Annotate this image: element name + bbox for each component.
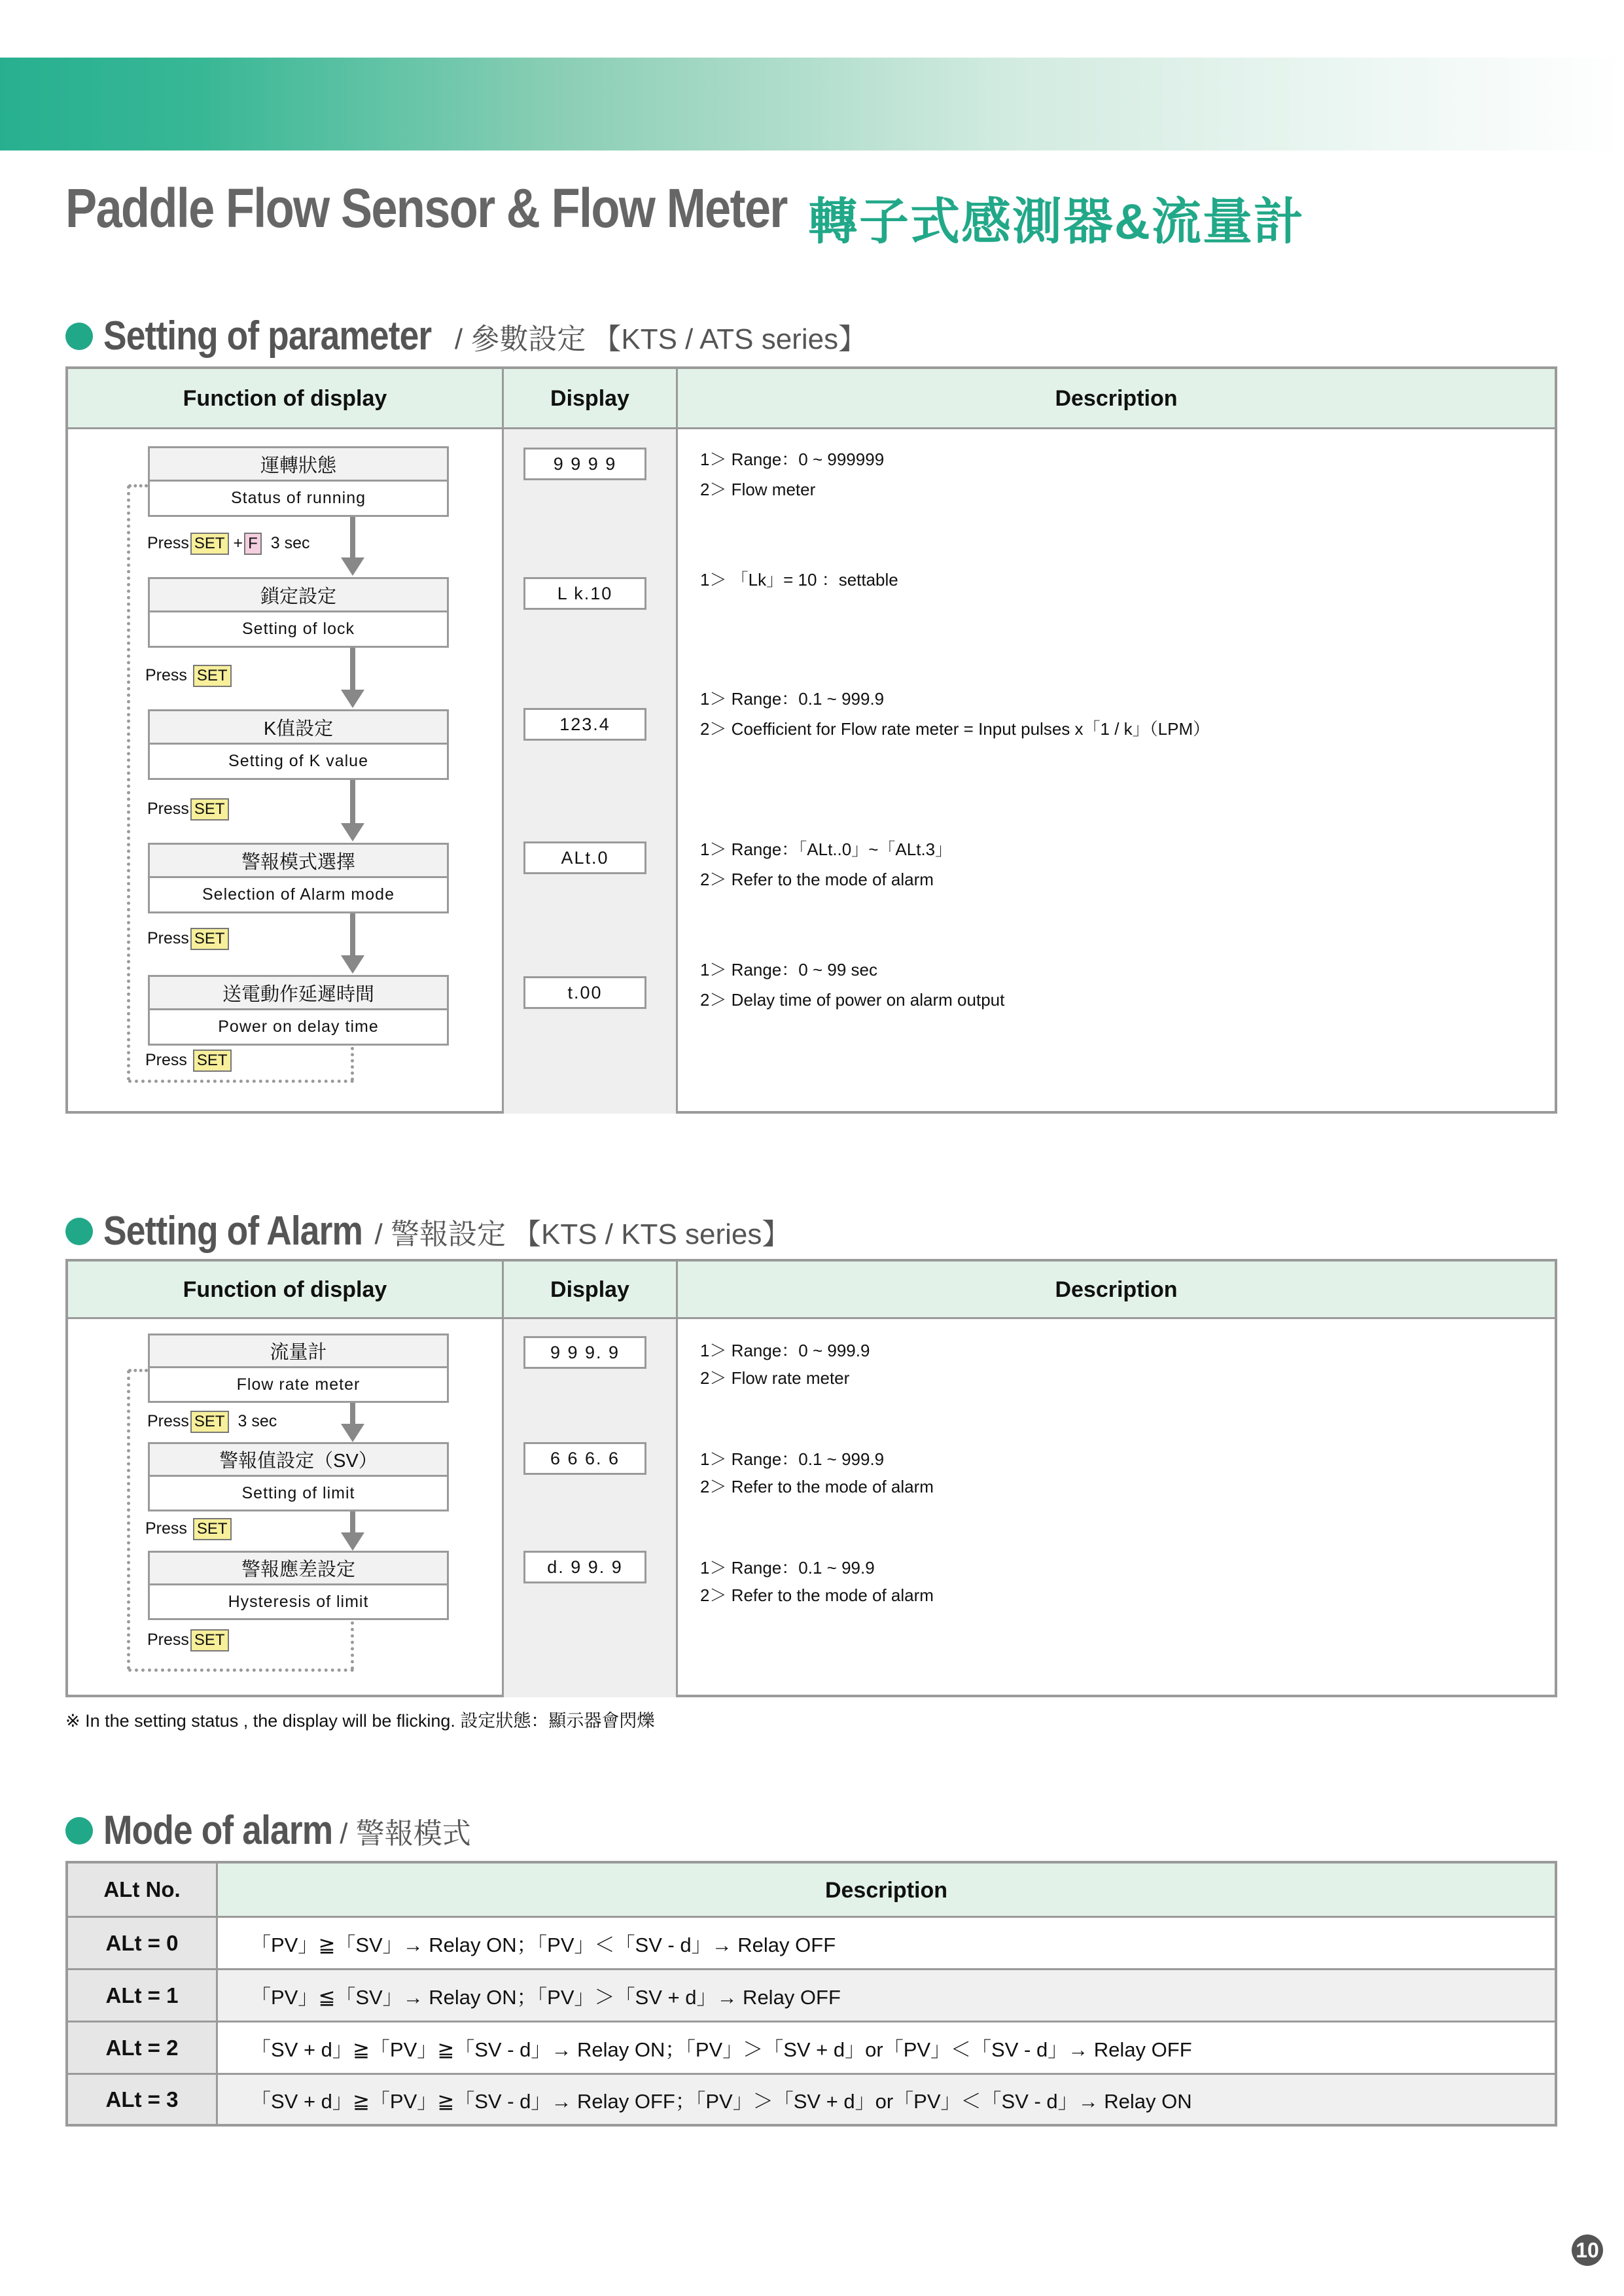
column-divider — [216, 1863, 218, 2124]
display-column — [504, 1319, 676, 1697]
section-title-zh: / 參數設定 — [454, 323, 586, 355]
display-readout: L k.10 — [523, 577, 646, 610]
display-readout: t.00 — [523, 976, 646, 1009]
header-color-band — [0, 58, 1624, 150]
table-row — [68, 2021, 1555, 2073]
table-header — [68, 1262, 1555, 1319]
series-label: 【KTS / ATS series】 — [592, 323, 868, 355]
description-line: 2＞ Refer to the mode of alarm — [700, 1585, 934, 1605]
press-instruction — [145, 1518, 232, 1540]
table-row — [68, 1968, 1555, 2021]
function-name-zh: 送電動作延遲時間 — [150, 977, 447, 1010]
alt-number: ALt = 2 — [68, 2022, 216, 2073]
function-box-limit — [148, 1442, 449, 1511]
press-word: Press — [147, 1412, 189, 1430]
function-name-en: Setting of K value — [228, 752, 368, 770]
function-box-k-value — [148, 709, 449, 780]
function-box-power-delay — [148, 975, 449, 1046]
display-readout: 9 9 9. 9 — [523, 1336, 646, 1369]
set-key: SET — [190, 928, 229, 950]
set-key: SET — [190, 1629, 229, 1651]
alarm-mode-table — [65, 1861, 1557, 2127]
alt-description: 「PV」≧「SV」→ Relay ON；「PV」＜「SV - d」→ Relay OFF — [251, 1934, 836, 1956]
arrow-down-icon — [341, 1424, 364, 1442]
press-word: Press — [147, 1631, 189, 1649]
flow-arrow-shaft — [350, 648, 355, 691]
bullet-dot-icon — [65, 323, 93, 350]
description-line: 1＞ Range：0.1 ~ 99.9 — [700, 1558, 875, 1578]
set-key: SET — [193, 1050, 232, 1072]
flow-arrow-shaft — [350, 1511, 355, 1534]
description-line: 1＞ Range：0 ~ 99 sec — [700, 960, 877, 980]
function-name-en: Selection of Alarm mode — [202, 885, 395, 904]
alt-description: 「SV + d」≧「PV」≧「SV - d」→ Relay ON；「PV」＞「SV + d」or「PV」＜「SV - d」→ Relay OFF — [251, 2038, 1192, 2061]
press-word: Press — [145, 1051, 187, 1069]
description-line: 1＞ Range：0.1 ~ 999.9 — [700, 689, 885, 709]
arrow-down-icon — [341, 1532, 364, 1551]
display-readout: 9 9 9 9 — [523, 448, 646, 480]
function-name-zh: 運轉狀態 — [150, 448, 447, 482]
press-word: Press — [147, 534, 189, 552]
flow-arrow-shaft — [350, 780, 355, 824]
loop-back-line — [128, 1369, 148, 1372]
plus-sign: + — [233, 534, 243, 552]
function-name-zh: 警報應差設定 — [150, 1553, 447, 1585]
arrow-down-icon — [341, 955, 364, 974]
alt-number: ALt = 1 — [68, 1970, 216, 2021]
series-label: 【KTS / KTS series】 — [512, 1218, 791, 1250]
header-display: Display — [550, 386, 629, 411]
loop-back-line — [128, 1080, 354, 1083]
arrow-down-icon — [341, 557, 364, 576]
function-box-alarm-mode — [148, 843, 449, 913]
flow-arrow-shaft — [350, 1403, 355, 1425]
section-title: Mode of alarm — [103, 1808, 333, 1853]
press-instruction — [147, 1411, 277, 1433]
header-description: Description — [1055, 386, 1178, 411]
description-line: 1＞ Range：0 ~ 999999 — [700, 450, 885, 469]
section-title: Setting of Alarm — [103, 1209, 363, 1254]
press-instruction — [147, 798, 229, 821]
description-line: 2＞ Refer to the mode of alarm — [700, 1477, 934, 1496]
function-name-en: Setting of limit — [241, 1483, 355, 1502]
loop-back-line — [351, 1047, 354, 1081]
function-name-en: Flow rate meter — [236, 1375, 361, 1394]
description-line: 2＞ Flow meter — [700, 480, 816, 499]
function-name-zh: 警報值設定（SV） — [150, 1444, 447, 1477]
function-name-zh: 警報模式選擇 — [150, 845, 447, 878]
function-box-hysteresis — [148, 1551, 449, 1620]
function-box-running — [148, 446, 449, 517]
display-readout: ALt.0 — [523, 841, 646, 874]
press-instruction — [147, 533, 310, 555]
press-word: Press — [147, 929, 189, 947]
bullet-dot-icon — [65, 1218, 93, 1245]
description-line: 2＞ Delay time of power on alarm output — [700, 990, 1005, 1010]
loop-back-line — [128, 484, 148, 487]
setting-note: ※ In the setting status , the display will be flicking. 設定狀態：顯示器會閃爍 — [65, 1711, 655, 1731]
function-name-zh: 鎖定設定 — [150, 579, 447, 612]
function-name-en: Setting of lock — [241, 620, 355, 638]
function-name-en: Status of running — [230, 489, 366, 507]
loop-back-line — [128, 1669, 354, 1672]
description-line: 1＞ Range：「ALt..0」~「ALt.3」 — [700, 839, 953, 859]
description-line: 2＞ Refer to the mode of alarm — [700, 870, 934, 889]
header-description: Description — [1055, 1277, 1178, 1302]
section-heading-parameter — [65, 313, 867, 359]
description-line: 2＞ Flow rate meter — [700, 1368, 850, 1388]
press-instruction — [145, 1050, 232, 1072]
page-title-zh: 轉子式感測器&流量計 — [808, 194, 1305, 250]
set-key: SET — [190, 798, 229, 821]
set-key: SET — [190, 533, 229, 555]
function-box-flow-rate — [148, 1333, 449, 1403]
loop-back-line — [127, 486, 130, 1081]
loop-back-line — [127, 1370, 130, 1670]
press-word: Press — [147, 800, 189, 818]
page-title: Paddle Flow Sensor & Flow Meter — [65, 177, 787, 239]
header-alt-no: ALt No. — [68, 1863, 216, 1916]
display-column — [504, 429, 676, 1114]
table-header — [68, 1863, 1555, 1916]
display-readout: 6 6 6. 6 — [523, 1442, 646, 1475]
press-word: Press — [145, 666, 187, 684]
column-divider — [502, 369, 504, 1114]
page-number: 10 — [1572, 2234, 1603, 2266]
flow-arrow-shaft — [350, 913, 355, 957]
alt-number: ALt = 3 — [68, 2075, 216, 2124]
function-name-zh: 流量計 — [150, 1335, 447, 1368]
header-function: Function of display — [183, 1277, 387, 1302]
display-readout: d. 9 9. 9 — [523, 1551, 646, 1583]
press-instruction — [147, 928, 229, 950]
press-instruction — [145, 665, 232, 687]
arrow-down-icon — [341, 823, 364, 841]
function-name-en: Power on delay time — [218, 1017, 379, 1036]
display-readout: 123.4 — [523, 708, 646, 741]
column-divider — [676, 369, 678, 1114]
function-box-lock — [148, 577, 449, 648]
flow-arrow-shaft — [350, 517, 355, 559]
arrow-down-icon — [341, 690, 364, 708]
table-row — [68, 1916, 1555, 1968]
section-title-zh: / 警報模式 — [340, 1817, 471, 1850]
header-display: Display — [550, 1277, 629, 1302]
function-name-en: Hysteresis of limit — [228, 1592, 369, 1611]
section-title-zh: / 警報設定 — [374, 1218, 506, 1250]
description-line: 1＞ Range：0.1 ~ 999.9 — [700, 1449, 885, 1469]
loop-back-line — [351, 1621, 354, 1670]
press-word: Press — [145, 1519, 187, 1538]
section-title: Setting of parameter — [103, 313, 432, 359]
set-key: SET — [190, 1411, 229, 1433]
f-key: F — [244, 533, 262, 555]
hold-time: 3 sec — [270, 534, 310, 552]
description-line: 1＞ 「Lk」= 10 ：settable — [700, 570, 898, 590]
bullet-dot-icon — [65, 1817, 93, 1845]
alt-number: ALt = 0 — [68, 1918, 216, 1968]
function-name-zh: K值設定 — [150, 711, 447, 745]
description-line: 2＞ Coefficient for Flow rate meter = Input pulses x「1 / k」（LPM） — [700, 719, 1210, 739]
description-line: 1＞ Range：0 ~ 999.9 — [700, 1341, 870, 1360]
header-function: Function of display — [183, 386, 387, 411]
section-heading-mode — [65, 1807, 471, 1854]
header-description: Description — [824, 1878, 948, 1903]
alt-description: 「SV + d」≧「PV」≧「SV - d」→ Relay OFF；「PV」＞「SV + d」or「PV」＜「SV - d」→ Relay ON — [251, 2090, 1192, 2113]
column-divider — [502, 1262, 504, 1697]
table-header — [68, 369, 1555, 429]
alt-description: 「PV」≦「SV」→ Relay ON；「PV」＞「SV + d」→ Relay OFF — [251, 1986, 841, 2009]
hold-time: 3 sec — [238, 1412, 277, 1430]
set-key: SET — [193, 1518, 232, 1540]
table-row — [68, 2073, 1555, 2124]
section-heading-alarm — [65, 1208, 790, 1254]
press-instruction — [147, 1629, 229, 1651]
column-divider — [676, 1262, 678, 1697]
set-key: SET — [193, 665, 232, 687]
